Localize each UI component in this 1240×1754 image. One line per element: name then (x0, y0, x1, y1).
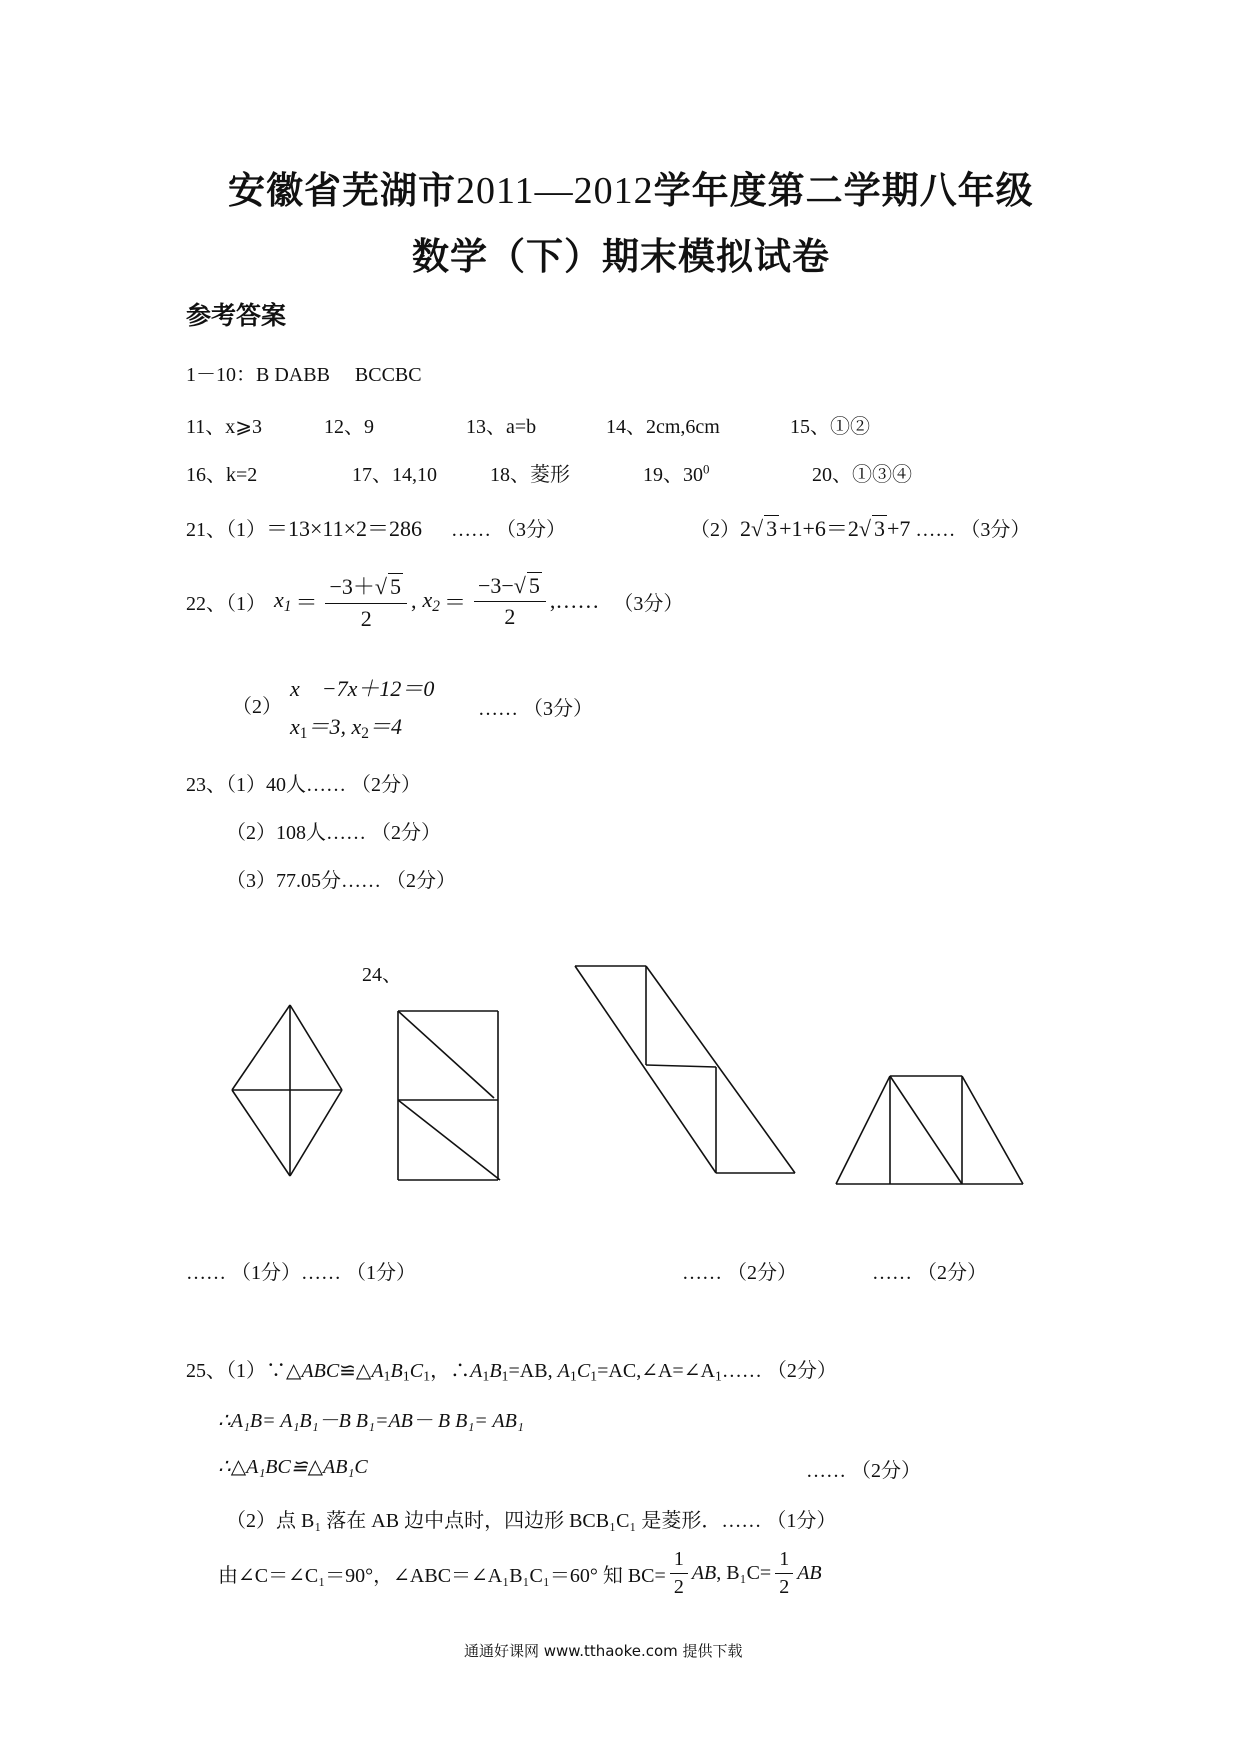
answer-q18: 18、菱形 (490, 464, 570, 486)
q22-label: 22、（1） (186, 592, 266, 615)
answer-q20: 20、①③④ (812, 464, 912, 486)
answer-q13: 13、a=b (466, 416, 537, 438)
page-title-line2: 数学（下）期末模拟试卷 (412, 235, 830, 278)
title-term: 学年度第二学期八年级 (653, 169, 1034, 212)
title-year: 2011—2012 (456, 170, 654, 212)
q21-label: 21、（1） (186, 519, 266, 541)
q22-part1-score: （3分） (613, 592, 684, 615)
answer-q25-line5: 由∠C＝∠C₁＝90°，∠ABC＝∠A₁B₁C₁＝60° 知 BC= $\frac{1}{2}$ AB , B₁C= $\frac{1}{2}$ AB (218, 1548, 822, 1598)
q21-part1-score: …… （3分） (451, 519, 566, 541)
answer-q15: 15、①② (790, 416, 870, 438)
q24-label: 24、 (362, 964, 402, 986)
q22-tail: ,…… (549, 588, 600, 613)
answer-q14: 14、2cm,6cm (606, 416, 720, 438)
q25-frac1: $\frac{1}{2}$ (670, 1548, 688, 1599)
answer-q25-line1: 25、$(1)\because\triangle ABC≌\triangle A_1B_1C_1$，$\therefore A_1B_1=AB$, $A_1C_1=AC,\angle A=\angle A_1\dots\dots$ （2分） (186, 1360, 837, 1385)
section-heading: 参考答案 (186, 301, 287, 330)
answer-q19-sup: 0 (703, 461, 710, 477)
q22-eq2: ＝ (443, 589, 466, 615)
q24-parallelogram-figure (575, 966, 795, 1173)
answer-q23-part2: （2）108人…… （2分） (226, 822, 441, 844)
q22-part2-score: …… （3分） (478, 698, 593, 720)
page-footer: 通通好课网 www.tthaoke.com 提供下载 (464, 1642, 743, 1660)
answer-q19-text: 19、30 (643, 464, 703, 486)
q25-line3-score: …… （2分） (806, 1460, 921, 1482)
q22-eq1: ＝ (295, 589, 318, 615)
q21-part2-expr: 2√ 3+1+6＝2√ 3+7 (740, 516, 911, 541)
q25-frac2: $\frac{1}{2}$ (775, 1548, 793, 1599)
q24-score-right: …… （2分） (872, 1262, 987, 1284)
q22-part2-label: （2） (232, 696, 282, 718)
answer-q1-10: 1－10：B DABB BCCBC (186, 364, 422, 386)
q22-part2-line2: $x_1=3$, $x_2=4$ (290, 714, 402, 742)
answer-q16: 16、k=2 (186, 464, 258, 486)
q24-trapezoid-figure (836, 1076, 1023, 1184)
q21-part2-label: （2） (690, 519, 740, 541)
q24-rhombus-figure (232, 1005, 342, 1176)
q24-score-mid: …… （2分） (682, 1262, 797, 1284)
title-region: 安徽省芜湖市 (228, 169, 456, 212)
q22-x2: $x_2$ (422, 586, 440, 615)
q22-x1: $x_1$ (274, 586, 292, 615)
answer-q25-line4: （2）点 B₁ 落在 AB 边中点时，四边形 BCB₁C₁ 是菱形．…… （1分） (226, 1510, 837, 1532)
answer-q12: 12、9 (324, 416, 374, 438)
q24-rectangle-figure (398, 1011, 500, 1180)
q24-score-left: …… （1分）…… （1分） (186, 1262, 416, 1284)
answer-q25-line2: ∴A₁B= A₁B₁－B B₁=AB－ B B₁= AB₁ (218, 1410, 524, 1432)
q21-part2-score: …… （3分） (915, 519, 1031, 541)
answer-q23-part3: （3）77.05分…… （2分） (226, 870, 456, 892)
answer-q17: 17、14,10 (352, 464, 437, 486)
answer-q23-part1: 23、（1）40人…… （2分） (186, 774, 421, 796)
answer-q25-line3: ∴△A₁BC≌△AB₁C (218, 1456, 368, 1478)
q21-part1-expr: ＝13×11×2＝286 (266, 516, 422, 541)
q25-line1-score: …… （2分） (721, 1360, 837, 1382)
answer-q11: 11、x⩾3 (186, 416, 263, 438)
q22-sep: , (410, 588, 417, 613)
q22-frac1: $\frac{-3+√ 5}{2}$ (325, 570, 407, 632)
q22-frac2: $\frac{-3-√ 5}{2}$ (474, 573, 546, 630)
q22-part2-line1: x −7x＋12＝0 (290, 676, 435, 701)
